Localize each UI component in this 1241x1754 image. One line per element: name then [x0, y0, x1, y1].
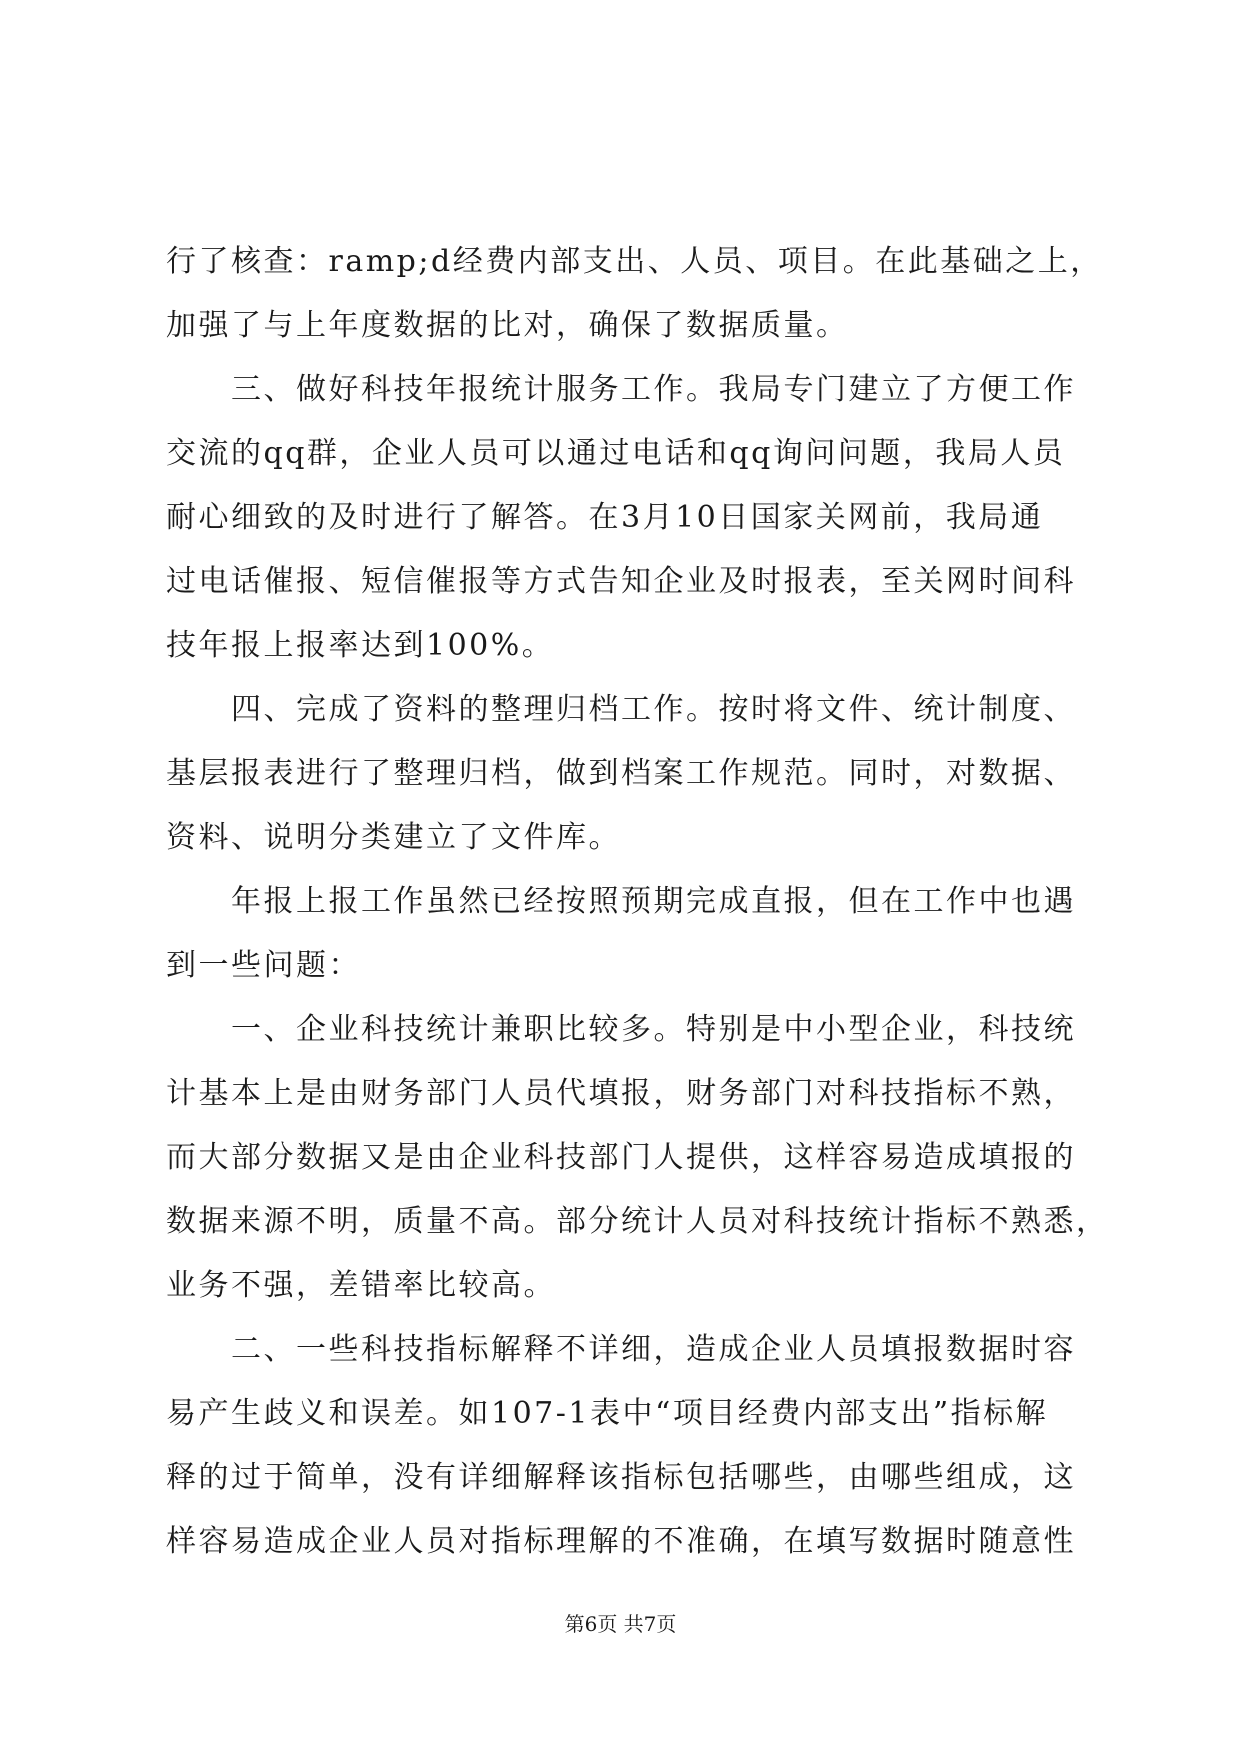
text-line: 基层报表进行了整理归档，做到档案工作规范。同时，对数据、: [166, 756, 1076, 791]
text-line: 四、完成了资料的整理归档工作。按时将文件、统计制度、: [166, 692, 1076, 727]
text-line: 计基本上是由财务部门人员代填报，财务部门对科技指标不熟，: [166, 1076, 1076, 1111]
text-line: 业务不强，差错率比较高。: [166, 1268, 556, 1303]
text-line: 三、做好科技年报统计服务工作。我局专门建立了方便工作: [166, 372, 1076, 407]
text-line: 技年报上报率达到100%。: [166, 628, 555, 663]
text-line: 耐心细致的及时进行了解答。在3月10日国家关网前，我局通: [166, 500, 1044, 535]
text-line: 年报上报工作虽然已经按照预期完成直报，但在工作中也遇: [166, 884, 1076, 919]
text-line: 交流的qq群，企业人员可以通过电话和qq询问问题，我局人员: [166, 436, 1066, 471]
text-line: 样容易造成企业人员对指标理解的不准确，在填写数据时随意性: [166, 1524, 1076, 1559]
text-line: 一、企业科技统计兼职比较多。特别是中小型企业，科技统: [166, 1012, 1076, 1047]
text-line: 过电话催报、短信催报等方式告知企业及时报表，至关网时间科: [166, 564, 1076, 599]
text-line: 而大部分数据又是由企业科技部门人提供，这样容易造成填报的: [166, 1140, 1076, 1175]
text-line: 易产生歧义和误差。如107-1表中“项目经费内部支出”指标解: [166, 1396, 1049, 1431]
document-body: [166, 230, 1109, 1574]
text-line: 行了核查：ramp;d经费内部支出、人员、项目。在此基础之上，: [166, 244, 1103, 279]
text-line: 到一些问题：: [166, 948, 361, 983]
text-line: 加强了与上年度数据的比对，确保了数据质量。: [166, 308, 849, 343]
text-line: 二、一些科技指标解释不详细，造成企业人员填报数据时容: [166, 1332, 1076, 1367]
page-number-footer: 第6页 共7页: [564, 1612, 677, 1636]
text-line: 数据来源不明，质量不高。部分统计人员对科技统计指标不熟悉，: [166, 1204, 1109, 1239]
text-line: 释的过于简单，没有详细解释该指标包括哪些，由哪些组成，这: [166, 1460, 1076, 1495]
text-line: 资料、说明分类建立了文件库。: [166, 820, 621, 855]
